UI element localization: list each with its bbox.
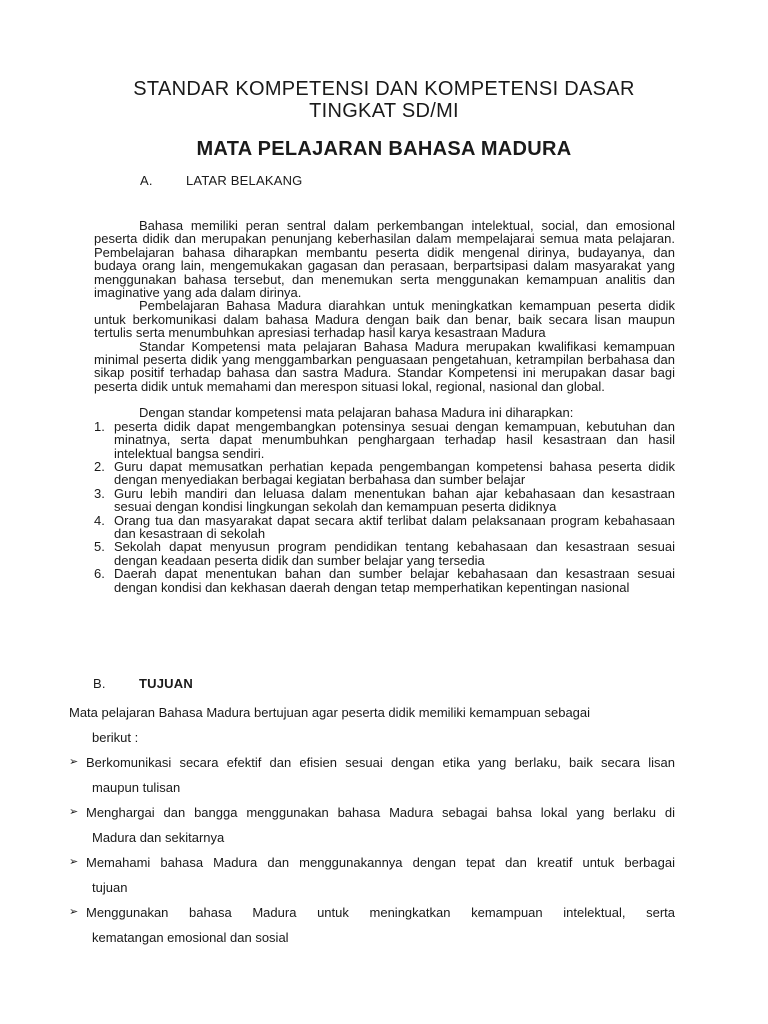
list-text: Orang tua dan masyarakat dapat secara aktif terlibat dalam pelaksanaan program kebahasaan dan kesastraan di sekolah (114, 512, 675, 541)
bullet-item (69, 800, 675, 850)
bullet-item (69, 850, 675, 900)
arrow-bullet-icon: ➢ (69, 806, 79, 818)
bullet-text: Berkomunikasi secara efektif dan efisien sesuai dengan etika yang berlaku, baik secara lisan (86, 755, 675, 770)
bullet-text-continued: Madura dan sekitarnya (92, 830, 225, 845)
arrow-bullet-icon: ➢ (69, 906, 79, 918)
section-a-body (94, 219, 675, 594)
list-number: 3. (94, 485, 105, 501)
list-item (94, 460, 675, 487)
bullet-text: Menghargai dan bangga menggunakan bahasa Madura sebagai bahsa lokal yang berlaku di (86, 805, 675, 820)
bullet-text: Memahami bahasa Madura dan menggunakannya dengan tepat dan kreatif untuk berbagai (86, 855, 675, 870)
list-item (94, 487, 675, 514)
section-a-letter: A. (140, 173, 153, 188)
list-number: 5. (94, 539, 105, 555)
bullet-text: Menggunakan bahasa Madura untuk meningkatkan kemampuan intelektual, serta (86, 905, 675, 920)
list-item (94, 514, 675, 541)
list-item (94, 540, 675, 567)
bullet-text-continued: kematangan emosional dan sosial (92, 930, 289, 945)
arrow-bullet-icon: ➢ (69, 756, 79, 768)
document-title (60, 78, 708, 122)
list-number: 4. (94, 512, 105, 528)
title-line-1: STANDAR KOMPETENSI DAN KOMPETENSI DASAR (133, 78, 635, 100)
list-text: Guru lebih mandiri dan leluasa dalam menentukan bahan ajar kebahasaan dan kesastraan sesuai dengan kondisi lingkungan sekolah dan kemampuan peserta didiknya (114, 485, 675, 515)
list-number: 1. (94, 418, 105, 434)
title-line-2: TINGKAT SD/MI (309, 100, 459, 122)
bullet-text-continued: maupun tulisan (92, 780, 181, 795)
bullet-text-continued: tujuan (92, 880, 128, 895)
expectations-list (94, 420, 675, 594)
paragraph: Pembelajaran Bahasa Madura diarahkan untuk meningkatkan kemampuan peserta didik untuk berkomunikasi dalam bahasa Madura dengan baik dan benar, baik secara lisan maupun tertulis serta menumbuhkan apresiasi terhadap hasil karya kesastraan Madura (94, 298, 675, 341)
paragraph: Standar Kompetensi mata pelajaran Bahasa Madura merupakan kwalifikasi kemampuan minimal peserta didik yang menggambarkan penguasaan pengetahuan, ketrampilan berbahasa dan sikap positif terhadap bahasa dan sastra Madura. Standar Kompetensi ini merupakan dasar bagi peserta didik untuk memahami dan merespon situasi lokal, regional, nasional dan global. (94, 338, 675, 394)
paragraph: Dengan standar kompetensi mata pelajaran bahasa Madura ini diharapkan: (139, 405, 574, 421)
arrow-bullet-icon: ➢ (69, 856, 79, 868)
section-a-heading (140, 173, 440, 189)
list-text: Daerah dapat menentukan bahan dan sumber belajar kebahasaan dan kesastraan sesuai dengan kondisi dan kekhasan daerah dengan tetap memperhatikan kepentingan nasional (114, 566, 675, 595)
list-item (94, 420, 675, 460)
document-subtitle: MATA PELAJARAN BAHASA MADURA (196, 138, 572, 160)
section-b-letter: B. (93, 676, 106, 691)
section-b-body (69, 700, 675, 950)
tujuan-intro-continued: berikut : (92, 730, 139, 745)
paragraph: Bahasa memiliki peran sentral dalam perkembangan intelektual, social, dan emosional peserta didik dan merupakan penunjang keberhasilan dalam mempelajarai semua mata pelajaran. Pembelajaran bahasa diharapkan membantu peserta didik mengenal dirinya, budayanya, dan budaya orang lain, mengemukakan gagasan dan perasaan, berpartsipasi dalam masyarakat yang menggunakan bahasa tersebut, dan menemukan serta menggunakan kemampuan analitis dan imaginative yang ada dalam dirinya. (94, 218, 675, 301)
section-a-title: LATAR BELAKANG (186, 173, 303, 188)
list-number: 2. (94, 458, 105, 474)
list-number: 6. (94, 566, 105, 582)
list-text: Sekolah dapat menyusun program pendidikan tentang kebahasaan dan kesastraan sesuai dengan keadaan peserta didik dan sumber belajar yang tersedia (114, 539, 675, 568)
bullet-item (69, 750, 675, 800)
tujuan-intro: Mata pelajaran Bahasa Madura bertujuan agar peserta didik memiliki kemampuan sebagai (69, 705, 591, 720)
list-text: peserta didik dapat mengembangkan potensinya sesuai dengan kemampuan, kebutuhan dan minatnya, serta dapat menumbuhkan penghargaan terhadap hasil kesastraan dan hasil intelektual bangsa sendiri. (114, 418, 675, 461)
section-b-title: TUJUAN (139, 676, 193, 691)
list-text: Guru dapat memusatkan perhatian kepada pengembangan kompetensi bahasa peserta didik dengan menyediakan berbagai kegiatan berbahasa dan sumber belajar (114, 458, 675, 488)
bullet-item (69, 900, 675, 950)
section-b-heading (93, 676, 393, 692)
list-item (94, 567, 675, 594)
